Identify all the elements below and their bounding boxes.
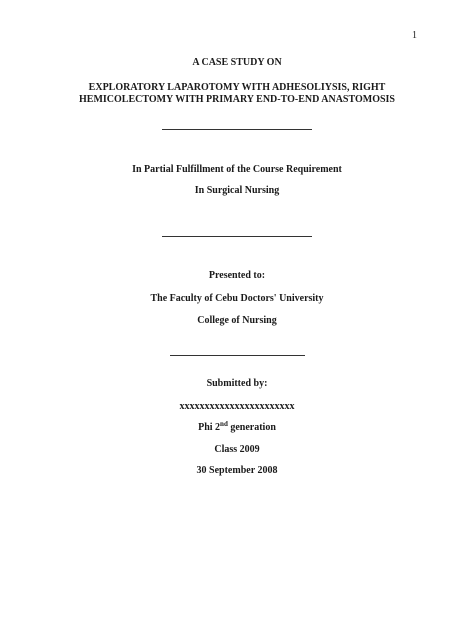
group-line	[0, 422, 474, 434]
title-line-1: EXPLORATORY LAPAROTOMY WITH ADHESOLIYSIS, RIGHT	[88, 82, 386, 93]
college-name: College of Nursing	[197, 315, 277, 326]
fulfillment-line: In Partial Fulfillment of the Course Requirement	[132, 164, 342, 175]
divider-1	[162, 129, 312, 130]
presented-label: Presented to:	[208, 270, 266, 281]
group-prefix: Phi 2	[198, 422, 221, 433]
submitted-label: Submitted by:	[206, 378, 268, 389]
course-line: In Surgical Nursing	[194, 185, 280, 196]
institution-name: The Faculty of Cebu Doctors' University	[150, 293, 324, 304]
submission-date: 30 September 2008	[196, 465, 278, 476]
title-line-2: HEMICOLECTOMY WITH PRIMARY END-TO-END ANASTOMOSIS	[79, 94, 395, 105]
group-ordinal: nd	[220, 420, 228, 428]
group-suffix: generation	[227, 422, 276, 433]
class-year: Class 2009	[214, 444, 260, 455]
page-number: 1	[412, 30, 417, 41]
divider-2	[162, 236, 312, 237]
divider-3	[170, 355, 305, 356]
author-name: xxxxxxxxxxxxxxxxxxxxxxx	[179, 401, 295, 412]
case-study-label: A CASE STUDY ON	[192, 57, 282, 68]
